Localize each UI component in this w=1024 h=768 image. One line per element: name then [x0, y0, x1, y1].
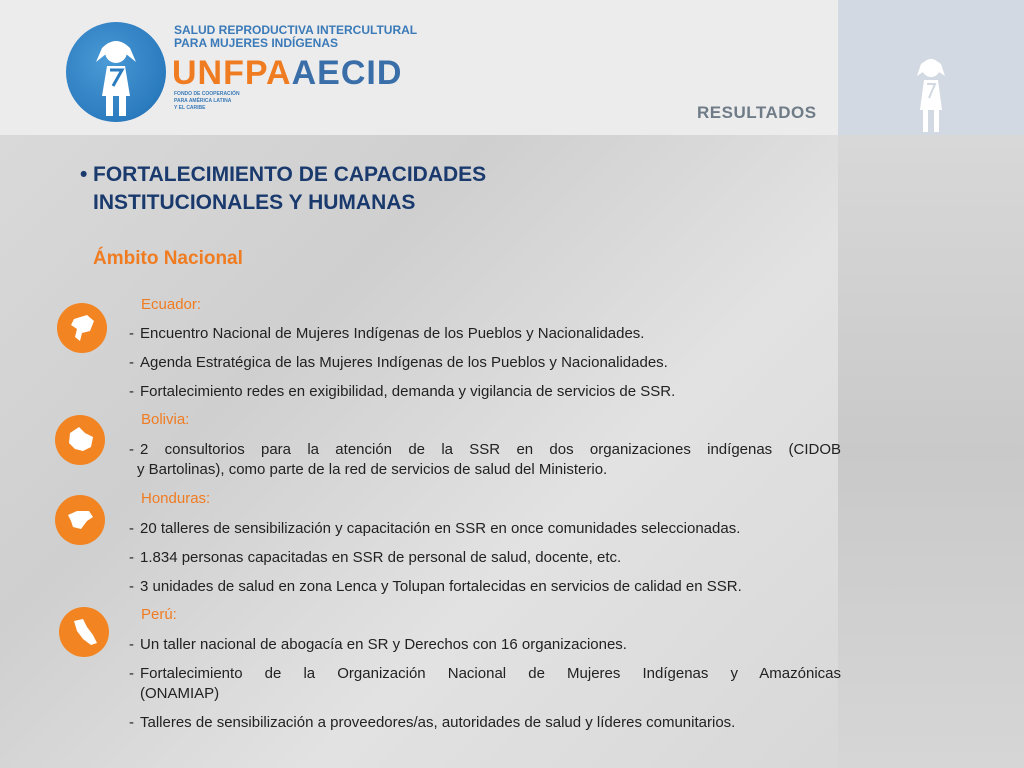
list-item: - 20 talleres de sensibilización y capacitación en SSR en once comunidades seleccionadas. [129, 520, 741, 537]
right-decorative-band [838, 135, 1024, 768]
list-item: - Fortalecimiento redes en exigibilidad, demanda y vigilancia de servicios de SSR. [129, 383, 676, 400]
list-item: - Fortalecimiento de la Organización Nacional de Mujeres Indígenas y Amazónicas [129, 665, 841, 682]
peru-map-icon [59, 607, 109, 657]
logo-subtitle: FONDO DE COOPERACIÓN PARA AMÉRICA LATINA Y EL CARIBE [174, 91, 240, 111]
list-item: - Un taller nacional de abogacía en SR y Derechos con 16 organizaciones. [129, 636, 627, 653]
ecuador-map-icon [57, 303, 107, 353]
logo-brand [172, 54, 402, 93]
list-item-continuation: (ONAMIAP) [140, 685, 220, 702]
list-item: - Agenda Estratégica de las Mujeres Indígenas de los Pueblos y Nacionalidades. [129, 354, 668, 371]
logo-program-title: SALUD REPRODUCTIVA INTERCULTURAL PARA MUJERES INDÍGENAS [174, 23, 418, 50]
brand-aecid: AECID [291, 54, 403, 92]
logo-emblem [66, 22, 166, 122]
list-item-continuation: y Bartolinas), como parte de la red de servicios de salud del Ministerio. [137, 461, 608, 478]
title-bullet: • [80, 163, 88, 186]
honduras-map-icon [55, 495, 105, 545]
country-name-ecuador: Ecuador: [141, 296, 202, 313]
woman-figure-logo-icon [66, 22, 166, 122]
list-item: - 2 consultorios para la atención de la SSR en dos organizaciones indígenas (CIDOB [129, 441, 841, 458]
header-right-panel [838, 0, 1024, 135]
list-item: - 3 unidades de salud en zona Lenca y Tolupan fortalecidas en servicios de calidad en SSR. [129, 578, 742, 595]
section-label: RESULTADOS [697, 103, 817, 122]
title-text: FORTALECIMIENTO DE CAPACIDADES INSTITUCIONALES Y HUMANAS [93, 163, 487, 214]
slide-title [80, 161, 640, 217]
list-item: - Talleres de sensibilización a proveedores/as, autoridades de salud y líderes comunitarios. [129, 714, 736, 731]
list-item: - Encuentro Nacional de Mujeres Indígenas de los Pueblos y Nacionalidades. [129, 325, 645, 342]
woman-figure-icon [911, 54, 951, 134]
bolivia-map-icon [55, 415, 105, 465]
list-item: - 1.834 personas capacitadas en SSR de personal de salud, docente, etc. [129, 549, 622, 566]
country-name-peru: Perú: [141, 606, 177, 623]
subtitle: Ámbito Nacional [93, 248, 243, 269]
country-name-bolivia: Bolivia: [141, 411, 190, 428]
country-name-honduras: Honduras: [141, 490, 211, 507]
brand-unfpa: UNFPA [172, 54, 292, 92]
